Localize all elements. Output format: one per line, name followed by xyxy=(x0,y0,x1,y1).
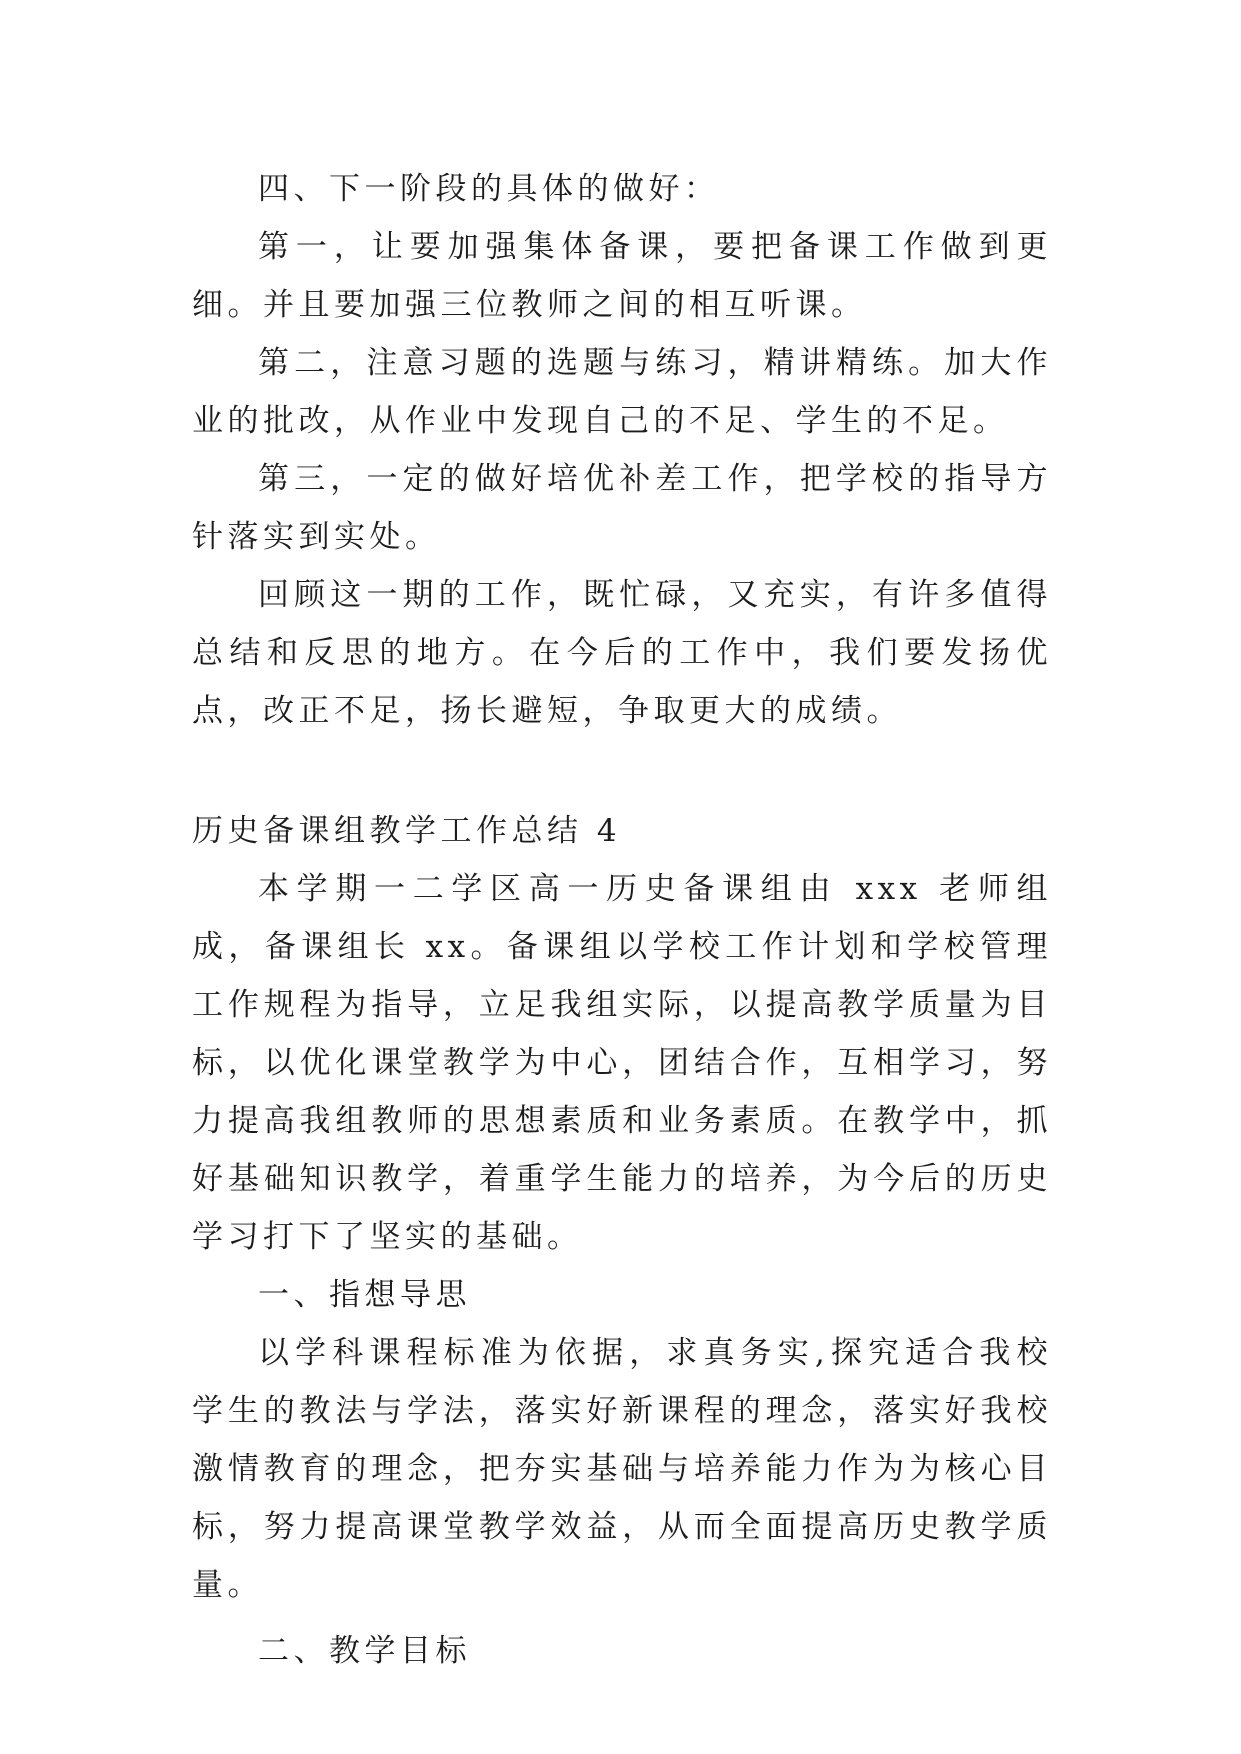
document-body xyxy=(192,160,1052,1680)
paragraph-guiding-idea: 以学科课程标准为依据，求真务实,探究适合我校学生的教法与学法，落实好新课程的理念，落实好我校激情教育的理念，把夯实基础与培养能力作为为核心目标，努力提高课堂教学效益，从而全面提高历史教学质量。 xyxy=(192,1335,1052,1603)
next-stage-heading: 四、下一阶段的具体的做好： xyxy=(258,171,720,207)
paragraph-second: 第二，注意习题的选题与练习，精讲精练。加大作业的批改，从作业中发现自己的不足、学生的不足。 xyxy=(192,345,1052,439)
guiding-idea-heading: 一、指想导思 xyxy=(258,1277,471,1313)
paragraph-first: 第一，让要加强集体备课，要把备课工作做到更细。并且要加强三位教师之间的相互听课。 xyxy=(192,229,1052,323)
paragraph-third: 第三，一定的做好培优补差工作，把学校的指导方针落实到实处。 xyxy=(192,461,1052,555)
section-title: 历史备课组教学工作总结 4 xyxy=(192,813,622,849)
section-spacer xyxy=(192,740,1052,802)
teaching-goal-heading: 二、教学目标 xyxy=(258,1633,471,1669)
paragraph-intro: 本学期一二学区高一历史备课组由 xxx 老师组成，备课组长 xx。备课组以学校工作计划和学校管理工作规程为指导，立足我组实际，以提高教学质量为目标，以优化课堂教学为中心，团结合作，互相学习，努力提高我组教师的思想素质和业务素质。在教学中，抓好基础知识教学，着重学生能力的培养，为今后的历史学习打下了坚实的基础。 xyxy=(192,871,1052,1255)
heading-spacer xyxy=(192,1614,1052,1622)
paragraph-review: 回顾这一期的工作，既忙碌，又充实，有许多值得总结和反思的地方。在今后的工作中，我们要发扬优点，改正不足，扬长避短，争取更大的成绩。 xyxy=(192,577,1052,729)
